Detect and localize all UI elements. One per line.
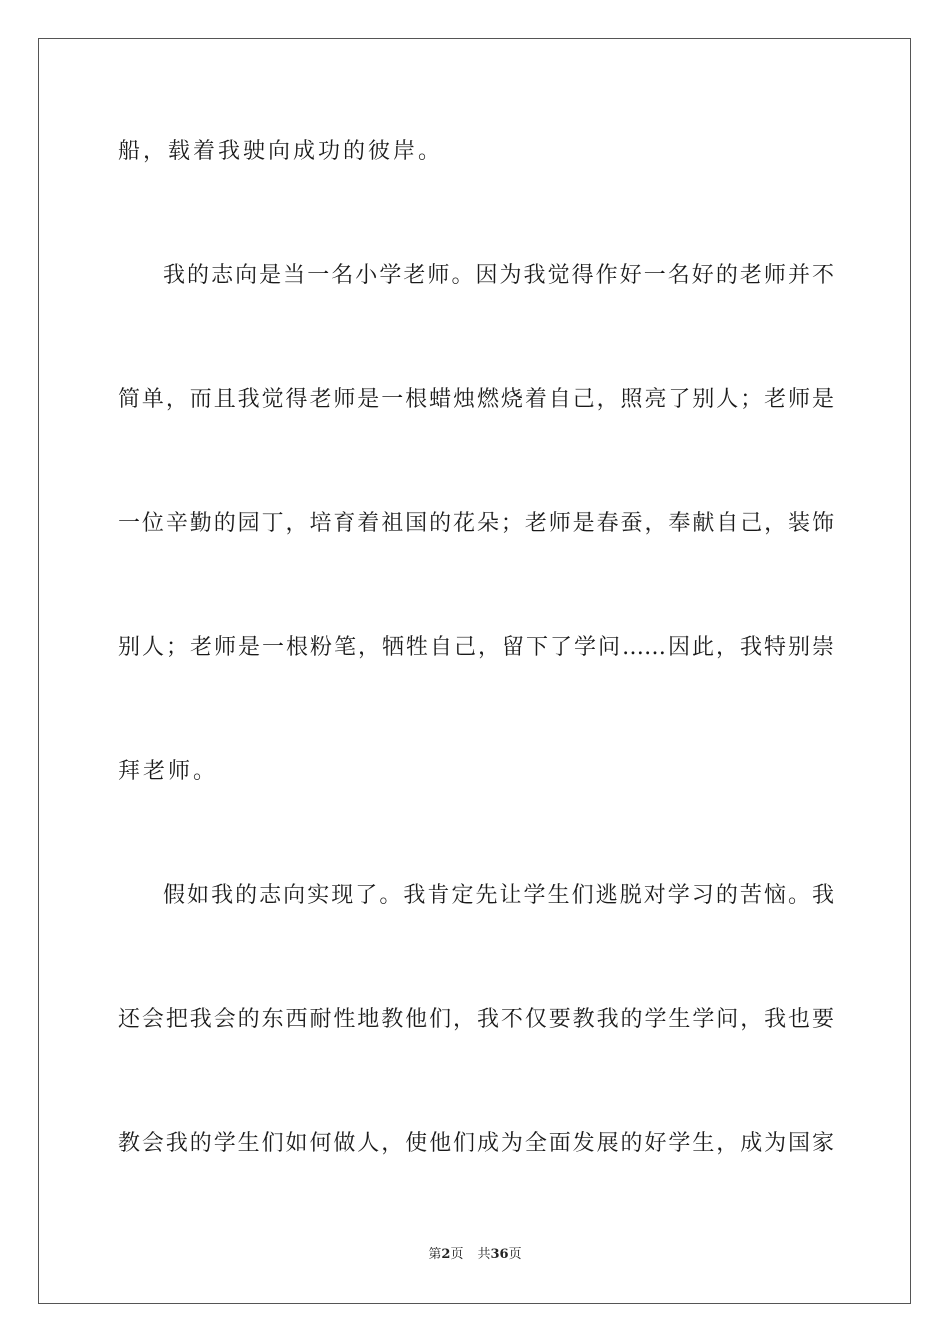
text-line-7: 假如我的志向实现了。我肯定先让学生们逃脱对学习的苦恼。我	[163, 883, 834, 908]
text-line-2: 我的志向是当一名小学老师。因为我觉得作好一名好的老师并不	[163, 263, 834, 288]
footer-total-prefix: 共	[477, 1247, 491, 1262]
text-line-1: 船，载着我驶向成功的彼岸。	[118, 139, 444, 164]
text-line-6: 拜老师。	[118, 759, 219, 784]
footer-total-pages: 36	[490, 1247, 509, 1262]
text-line-9: 教会我的学生们如何做人，使他们成为全面发展的好学生，成为国家	[118, 1131, 834, 1156]
footer-page-suffix: 页	[450, 1247, 464, 1262]
text-line-4: 一位辛勤的园丁，培育着祖国的花朵；老师是春蚕，奉献自己，装饰	[118, 511, 834, 536]
text-line-3: 简单，而且我觉得老师是一根蜡烛燃烧着自己，照亮了别人；老师是	[118, 387, 834, 412]
page-footer	[0, 1246, 950, 1264]
page-border	[38, 38, 911, 1304]
footer-total-suffix: 页	[508, 1247, 522, 1262]
text-line-8: 还会把我会的东西耐性地教他们，我不仅要教我的学生学问，我也要	[118, 1007, 834, 1032]
footer-page-number: 2	[441, 1247, 451, 1262]
text-line-5: 别人；老师是一根粉笔，牺牲自己，留下了学问……因此，我特别崇	[118, 635, 834, 660]
footer-page-prefix: 第	[428, 1247, 442, 1262]
